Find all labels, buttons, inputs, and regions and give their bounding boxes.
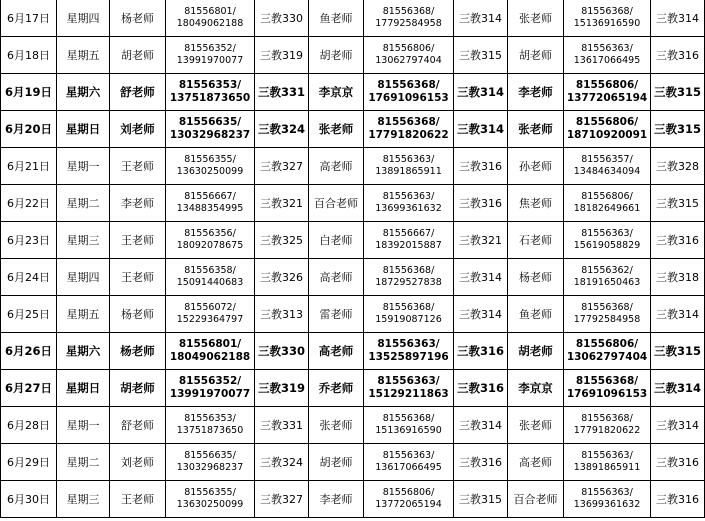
room-3-cell: 三教316	[651, 37, 705, 74]
phone-extension: 81556363/	[382, 191, 435, 202]
phone-mobile: 13488354995	[176, 203, 244, 214]
room-2-cell: 三教316	[454, 148, 508, 185]
phone-2-cell	[364, 259, 454, 296]
phone-extension: 81556353/	[184, 413, 236, 424]
room-3-cell: 三教316	[651, 222, 705, 259]
table-row	[1, 296, 705, 333]
room-1-cell: 三教331	[255, 74, 309, 111]
table-row	[1, 185, 705, 222]
date-cell: 6月19日	[1, 74, 57, 111]
teacher-2-cell: 雷老师	[309, 296, 364, 333]
phone-mobile: 18729527838	[375, 277, 442, 288]
phone-3-cell	[564, 259, 651, 296]
phone-1-cell	[166, 296, 255, 333]
room-1-cell: 三教331	[255, 407, 309, 444]
weekday-cell: 星期六	[57, 74, 110, 111]
room-3-cell: 三教314	[651, 0, 705, 37]
room-2-cell: 三教314	[454, 259, 508, 296]
date-cell: 6月18日	[1, 37, 57, 74]
phone-mobile: 18392015887	[375, 240, 442, 251]
teacher-1-cell: 杨老师	[110, 333, 166, 370]
phone-mobile: 13772065194	[566, 92, 648, 104]
phone-extension: 81556363/	[581, 228, 633, 239]
teacher-3-cell: 焦老师	[508, 185, 564, 222]
phone-mobile: 18191650463	[573, 277, 641, 288]
table-row	[1, 370, 705, 407]
room-1-cell: 三教324	[255, 111, 309, 148]
phone-2-cell	[364, 0, 454, 37]
room-2-cell: 三教315	[454, 37, 508, 74]
date-cell: 6月25日	[1, 296, 57, 333]
phone-mobile: 17691096153	[566, 388, 648, 400]
room-1-cell: 三教327	[255, 481, 309, 518]
phone-extension: 81556363/	[581, 43, 633, 54]
room-1-cell: 三教327	[255, 148, 309, 185]
teacher-1-cell: 王老师	[110, 481, 166, 518]
phone-mobile: 15136916590	[375, 425, 442, 436]
phone-extension: 81556368/	[575, 375, 639, 387]
phone-2-cell	[364, 37, 454, 74]
phone-extension: 81556801/	[184, 6, 236, 17]
room-3-cell: 三教315	[651, 74, 705, 111]
teacher-2-cell: 李老师	[309, 481, 364, 518]
phone-mobile: 15919087126	[375, 314, 442, 325]
phone-3-cell	[564, 0, 651, 37]
teacher-1-cell: 胡老师	[110, 37, 166, 74]
phone-extension: 81556806/	[575, 338, 639, 350]
phone-mobile: 13991970077	[176, 55, 244, 66]
phone-2-cell	[364, 111, 454, 148]
weekday-cell: 星期五	[57, 296, 110, 333]
phone-extension: 81556357/	[581, 154, 633, 165]
phone-extension: 81556806/	[575, 116, 639, 128]
phone-extension: 81556352/	[184, 43, 236, 54]
date-cell: 6月20日	[1, 111, 57, 148]
teacher-3-cell: 张老师	[508, 407, 564, 444]
table-row	[1, 259, 705, 296]
teacher-3-cell: 胡老师	[508, 37, 564, 74]
phone-3-cell	[564, 333, 651, 370]
phone-1-cell	[166, 37, 255, 74]
room-3-cell: 三教328	[651, 148, 705, 185]
teacher-2-cell: 高老师	[309, 333, 364, 370]
date-cell: 6月26日	[1, 333, 57, 370]
phone-1-cell	[166, 333, 255, 370]
date-cell: 6月24日	[1, 259, 57, 296]
teacher-1-cell: 胡老师	[110, 370, 166, 407]
room-2-cell: 三教316	[454, 370, 508, 407]
phone-2-cell	[364, 370, 454, 407]
phone-mobile: 13062797404	[566, 351, 648, 363]
phone-3-cell	[564, 444, 651, 481]
teacher-1-cell: 刘老师	[110, 111, 166, 148]
phone-mobile: 13032968237	[169, 129, 251, 141]
phone-extension: 81556368/	[377, 79, 440, 91]
room-2-cell: 三教316	[454, 185, 508, 222]
phone-extension: 81556363/	[382, 450, 435, 461]
phone-mobile: 13699361632	[573, 499, 641, 510]
phone-mobile: 15129211863	[368, 388, 449, 400]
teacher-1-cell: 王老师	[110, 148, 166, 185]
phone-mobile: 15091440683	[176, 277, 244, 288]
phone-mobile: 13751873650	[169, 92, 251, 104]
teacher-3-cell: 李京京	[508, 370, 564, 407]
phone-mobile: 15229364797	[176, 314, 244, 325]
phone-mobile: 18092078675	[176, 240, 244, 251]
phone-extension: 81556363/	[581, 487, 633, 498]
phone-extension: 81556358/	[184, 265, 236, 276]
teacher-3-cell: 张老师	[508, 0, 564, 37]
phone-mobile: 13891865911	[375, 166, 442, 177]
phone-2-cell	[364, 481, 454, 518]
weekday-cell: 星期六	[57, 333, 110, 370]
table-row	[1, 407, 705, 444]
phone-extension: 81556635/	[178, 116, 242, 128]
phone-extension: 81556806/	[575, 79, 639, 91]
phone-mobile: 13617066495	[375, 462, 442, 473]
phone-1-cell	[166, 111, 255, 148]
room-3-cell: 三教315	[651, 185, 705, 222]
date-cell: 6月29日	[1, 444, 57, 481]
room-1-cell: 三教324	[255, 444, 309, 481]
phone-1-cell	[166, 481, 255, 518]
room-3-cell: 三教316	[651, 481, 705, 518]
teacher-3-cell: 石老师	[508, 222, 564, 259]
phone-2-cell	[364, 148, 454, 185]
phone-mobile: 13891865911	[573, 462, 641, 473]
phone-extension: 81556667/	[382, 228, 435, 239]
room-2-cell: 三教314	[454, 74, 508, 111]
date-cell: 6月30日	[1, 481, 57, 518]
phone-1-cell	[166, 148, 255, 185]
teacher-3-cell: 杨老师	[508, 259, 564, 296]
phone-mobile: 13630250099	[176, 499, 244, 510]
phone-mobile: 13751873650	[176, 425, 244, 436]
room-1-cell: 三教321	[255, 185, 309, 222]
phone-2-cell	[364, 296, 454, 333]
phone-1-cell	[166, 444, 255, 481]
phone-extension: 81556363/	[377, 375, 440, 387]
room-1-cell: 三教325	[255, 222, 309, 259]
phone-1-cell	[166, 259, 255, 296]
teacher-3-cell: 胡老师	[508, 333, 564, 370]
teacher-2-cell: 鱼老师	[309, 0, 364, 37]
weekday-cell: 星期日	[57, 111, 110, 148]
phone-extension: 81556368/	[581, 302, 633, 313]
teacher-2-cell: 张老师	[309, 111, 364, 148]
phone-extension: 81556355/	[184, 154, 236, 165]
phone-extension: 81556368/	[581, 413, 633, 424]
room-3-cell: 三教314	[651, 407, 705, 444]
phone-extension: 81556635/	[184, 450, 236, 461]
phone-extension: 81556355/	[184, 487, 236, 498]
phone-extension: 81556667/	[184, 191, 236, 202]
phone-1-cell	[166, 370, 255, 407]
phone-3-cell	[564, 111, 651, 148]
phone-3-cell	[564, 296, 651, 333]
phone-mobile: 13062797404	[375, 55, 442, 66]
table-row	[1, 37, 705, 74]
room-3-cell: 三教314	[651, 296, 705, 333]
phone-3-cell	[564, 481, 651, 518]
phone-extension: 81556356/	[184, 228, 236, 239]
teacher-3-cell: 张老师	[508, 111, 564, 148]
teacher-3-cell: 鱼老师	[508, 296, 564, 333]
teacher-1-cell: 王老师	[110, 222, 166, 259]
phone-3-cell	[564, 148, 651, 185]
table-row	[1, 74, 705, 111]
phone-3-cell	[564, 222, 651, 259]
teacher-2-cell: 白老师	[309, 222, 364, 259]
phone-extension: 81556363/	[382, 154, 435, 165]
phone-2-cell	[364, 185, 454, 222]
phone-extension: 81556368/	[382, 302, 435, 313]
room-1-cell: 三教319	[255, 37, 309, 74]
room-1-cell: 三教330	[255, 333, 309, 370]
date-cell: 6月23日	[1, 222, 57, 259]
table-row	[1, 481, 705, 518]
phone-mobile: 15136916590	[573, 18, 641, 29]
weekday-cell: 星期四	[57, 259, 110, 296]
phone-mobile: 17791820622	[368, 129, 449, 141]
phone-extension: 81556368/	[382, 265, 435, 276]
teacher-3-cell: 孙老师	[508, 148, 564, 185]
phone-2-cell	[364, 407, 454, 444]
room-2-cell: 三教314	[454, 407, 508, 444]
phone-1-cell	[166, 222, 255, 259]
weekday-cell: 星期三	[57, 222, 110, 259]
teacher-2-cell: 高老师	[309, 259, 364, 296]
teacher-2-cell: 胡老师	[309, 37, 364, 74]
room-3-cell: 三教315	[651, 111, 705, 148]
room-2-cell: 三教314	[454, 0, 508, 37]
phone-3-cell	[564, 37, 651, 74]
phone-extension: 81556801/	[178, 338, 242, 350]
phone-extension: 81556352/	[178, 375, 242, 387]
phone-extension: 81556368/	[382, 6, 435, 17]
weekday-cell: 星期日	[57, 370, 110, 407]
teacher-1-cell: 舒老师	[110, 74, 166, 111]
room-1-cell: 三教319	[255, 370, 309, 407]
weekday-cell: 星期五	[57, 37, 110, 74]
phone-1-cell	[166, 0, 255, 37]
phone-1-cell	[166, 74, 255, 111]
phone-mobile: 18049062188	[169, 351, 251, 363]
teacher-2-cell: 百合老师	[309, 185, 364, 222]
room-2-cell: 三教316	[454, 333, 508, 370]
phone-3-cell	[564, 407, 651, 444]
phone-mobile: 17691096153	[368, 92, 449, 104]
table-row	[1, 111, 705, 148]
phone-1-cell	[166, 185, 255, 222]
phone-extension: 81556368/	[377, 116, 440, 128]
phone-mobile: 17792584958	[573, 314, 641, 325]
weekday-cell: 星期四	[57, 0, 110, 37]
phone-extension: 81556072/	[184, 302, 236, 313]
phone-3-cell	[564, 74, 651, 111]
weekday-cell: 星期二	[57, 185, 110, 222]
room-3-cell: 三教315	[651, 333, 705, 370]
phone-mobile: 13484634094	[573, 166, 641, 177]
table-row	[1, 148, 705, 185]
phone-mobile: 18182649661	[573, 203, 641, 214]
phone-3-cell	[564, 370, 651, 407]
weekday-cell: 星期一	[57, 407, 110, 444]
phone-mobile: 13032968237	[176, 462, 244, 473]
phone-2-cell	[364, 74, 454, 111]
phone-1-cell	[166, 407, 255, 444]
phone-extension: 81556368/	[382, 413, 435, 424]
phone-mobile: 13699361632	[375, 203, 442, 214]
room-3-cell: 三教316	[651, 444, 705, 481]
phone-mobile: 13772065194	[375, 499, 442, 510]
teacher-2-cell: 李京京	[309, 74, 364, 111]
weekday-cell: 星期二	[57, 444, 110, 481]
teacher-1-cell: 舒老师	[110, 407, 166, 444]
phone-mobile: 15619058829	[573, 240, 641, 251]
teacher-2-cell: 张老师	[309, 407, 364, 444]
table-row	[1, 0, 705, 37]
date-cell: 6月21日	[1, 148, 57, 185]
phone-3-cell	[564, 185, 651, 222]
phone-extension: 81556806/	[382, 487, 435, 498]
phone-extension: 81556353/	[178, 79, 242, 91]
table-row	[1, 222, 705, 259]
room-3-cell: 三教314	[651, 370, 705, 407]
room-2-cell: 三教314	[454, 111, 508, 148]
teacher-1-cell: 李老师	[110, 185, 166, 222]
phone-mobile: 18049062188	[176, 18, 244, 29]
teacher-2-cell: 高老师	[309, 148, 364, 185]
date-cell: 6月28日	[1, 407, 57, 444]
phone-extension: 81556363/	[581, 450, 633, 461]
weekday-cell: 星期三	[57, 481, 110, 518]
table-row	[1, 333, 705, 370]
phone-extension: 81556806/	[581, 191, 633, 202]
teacher-1-cell: 杨老师	[110, 296, 166, 333]
teacher-3-cell: 高老师	[508, 444, 564, 481]
phone-mobile: 13617066495	[573, 55, 641, 66]
room-2-cell: 三教316	[454, 444, 508, 481]
teacher-3-cell: 李老师	[508, 74, 564, 111]
phone-extension: 81556806/	[382, 43, 435, 54]
phone-mobile: 13525897196	[368, 351, 449, 363]
date-cell: 6月22日	[1, 185, 57, 222]
teacher-1-cell: 刘老师	[110, 444, 166, 481]
phone-extension: 81556362/	[581, 265, 633, 276]
phone-2-cell	[364, 222, 454, 259]
room-2-cell: 三教321	[454, 222, 508, 259]
room-2-cell: 三教315	[454, 481, 508, 518]
teacher-1-cell: 杨老师	[110, 0, 166, 37]
table-row	[1, 444, 705, 481]
room-1-cell: 三教313	[255, 296, 309, 333]
phone-mobile: 13630250099	[176, 166, 244, 177]
phone-mobile: 18710920091	[566, 129, 648, 141]
duty-schedule-body	[1, 0, 705, 518]
phone-mobile: 17791820622	[573, 425, 641, 436]
room-1-cell: 三教326	[255, 259, 309, 296]
teacher-2-cell: 乔老师	[309, 370, 364, 407]
phone-extension: 81556368/	[581, 6, 633, 17]
phone-extension: 81556363/	[377, 338, 440, 350]
phone-mobile: 13991970077	[169, 388, 251, 400]
room-2-cell: 三教314	[454, 296, 508, 333]
phone-2-cell	[364, 333, 454, 370]
teacher-2-cell: 胡老师	[309, 444, 364, 481]
weekday-cell: 星期一	[57, 148, 110, 185]
room-3-cell: 三教318	[651, 259, 705, 296]
phone-2-cell	[364, 444, 454, 481]
teacher-1-cell: 王老师	[110, 259, 166, 296]
room-1-cell: 三教330	[255, 0, 309, 37]
teacher-3-cell: 百合老师	[508, 481, 564, 518]
date-cell: 6月17日	[1, 0, 57, 37]
phone-mobile: 17792584958	[375, 18, 442, 29]
date-cell: 6月27日	[1, 370, 57, 407]
